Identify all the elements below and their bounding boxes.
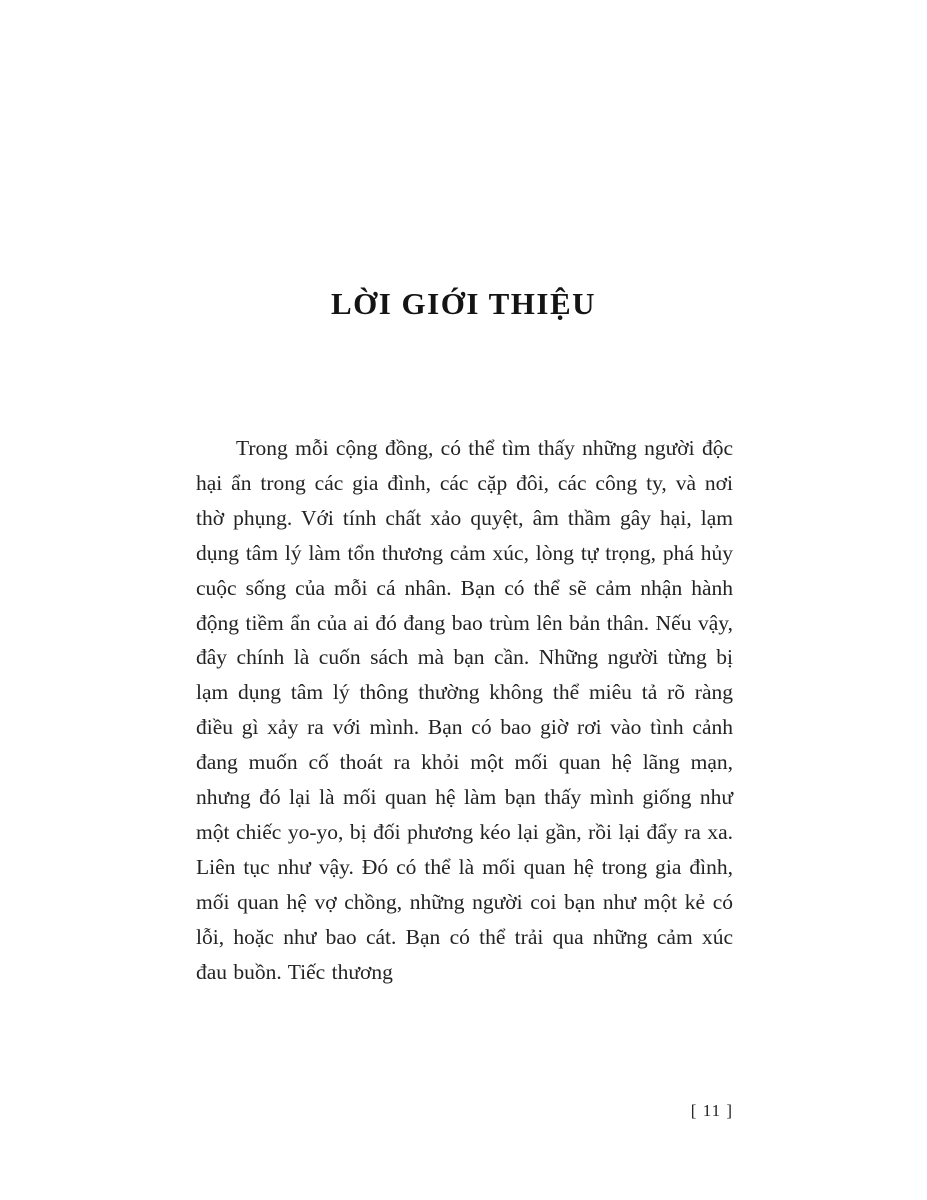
page-number: [ 11 ] <box>690 1101 733 1120</box>
chapter-title: LỜI GIỚI THIỆU <box>330 286 597 321</box>
body-paragraph: Trong mỗi cộng đồng, có thể tìm thấy những người độc hại ẩn trong các gia đình, các cặp đôi, các công ty, và nơi thờ phụng. Với tính chất xảo quyệt, âm thầm gây hại, lạm dụng tâm lý làm tổn thương cảm xúc, lòng tự trọng, phá hủy cuộc sống của mỗi cá nhân. Bạn có thể sẽ cảm nhận hành động tiềm ẩn của ai đó đang bao trùm lên bản thân. Nếu vậy, đây chính là cuốn sách mà bạn cần. Những người từng bị lạm dụng tâm lý thông thường không thể miêu tả rõ ràng điều gì xảy ra với mình. Bạn có bao giờ rơi vào tình cảnh đang muốn cố thoát ra khỏi một mối quan hệ lãng mạn, nhưng đó lại là mối quan hệ làm bạn thấy mình giống như một chiếc yo-yo, bị đối phương kéo lại gần, rồi lại đẩy ra xa. Liên tục như vậy. Đó có thể là mối quan hệ trong gia đình, mối quan hệ vợ chồng, những người coi bạn như một kẻ có lỗi, hoặc như bao cát. Bạn có thể trải qua những cảm xúc đau buồn. Tiếc thương <box>196 436 733 984</box>
